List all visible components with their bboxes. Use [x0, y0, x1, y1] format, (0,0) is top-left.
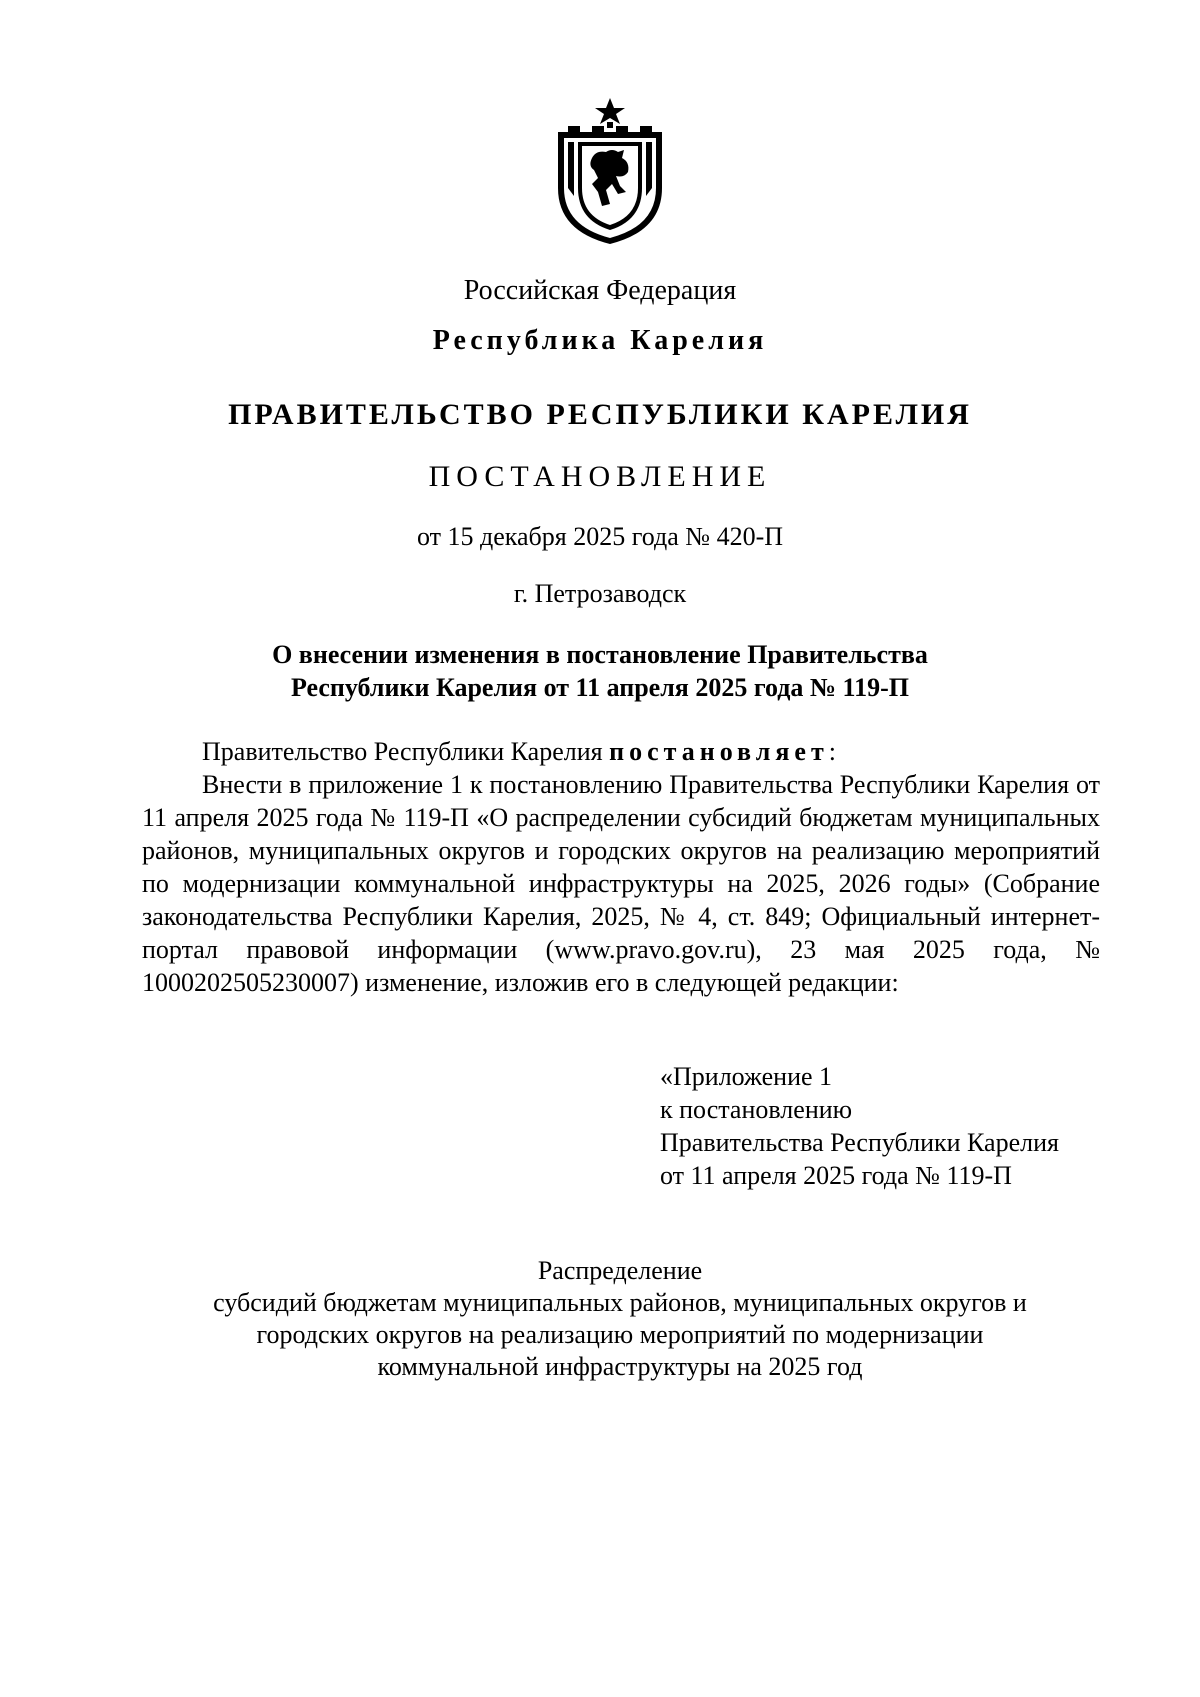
document-date-number: от 15 декабря 2025 года № 420-П	[416, 522, 784, 551]
republic-name: Республика Карелия	[432, 325, 768, 356]
distribution-title-line-1: Распределение	[537, 1256, 703, 1285]
karelia-coat-of-arms-icon	[552, 96, 668, 246]
document-body	[142, 735, 1100, 999]
distribution-title-line-3: городских округов на реализацию мероприятий по модернизации	[256, 1320, 984, 1349]
document-title-line-1: О внесении изменения в постановление Правительства	[272, 640, 928, 669]
distribution-title-line-2: субсидий бюджетам муниципальных районов, муниципальных округов и	[213, 1288, 1027, 1317]
annex-line-2: к постановлению	[660, 1095, 853, 1124]
resolution-keyword: постановляет	[609, 737, 829, 766]
resolution-intro-prefix: Правительство Республики Карелия	[202, 737, 610, 766]
distribution-title	[100, 1255, 1140, 1383]
country-name: Российская Федерация	[463, 275, 737, 306]
distribution-title-line-4: коммунальной инфраструктуры на 2025 год	[377, 1352, 863, 1381]
document-type: ПОСТАНОВЛЕНИЕ	[428, 460, 772, 493]
document-city: г. Петрозаводск	[513, 579, 687, 608]
annex-line-3: Правительства Республики Карелия	[660, 1128, 1059, 1157]
resolution-paragraph: Внести в приложение 1 к постановлению Правительства Республики Карелия от 11 апреля 2025 года № 119-П «О распределении субсидий бюджетам муниципальных районов, муниципальных округов и городских округов на реализацию мероприятий по модернизации коммунальной инфраструктуры на 2025, 2026 годы» (Собрание законодательства Республики Карелия, 2025, № 4, ст. 849; Официальный интернет-портал правовой информации (www.pravo.gov.ru), 23 мая 2025 года, № 1000202505230007) изменение, изложив его в следующей редакции:	[142, 770, 1100, 997]
annex-header	[660, 1060, 1120, 1192]
government-name: ПРАВИТЕЛЬСТВО РЕСПУБЛИКИ КАРЕЛИЯ	[228, 398, 972, 431]
annex-line-1: «Приложение 1	[660, 1062, 833, 1091]
document-title	[0, 638, 1200, 704]
resolution-intro-suffix: :	[828, 737, 836, 766]
resolution-intro	[142, 735, 1100, 768]
document-title-line-2: Республики Карелия от 11 апреля 2025 года № 119-П	[290, 673, 910, 702]
annex-line-4: от 11 апреля 2025 года № 119-П	[660, 1161, 1012, 1190]
